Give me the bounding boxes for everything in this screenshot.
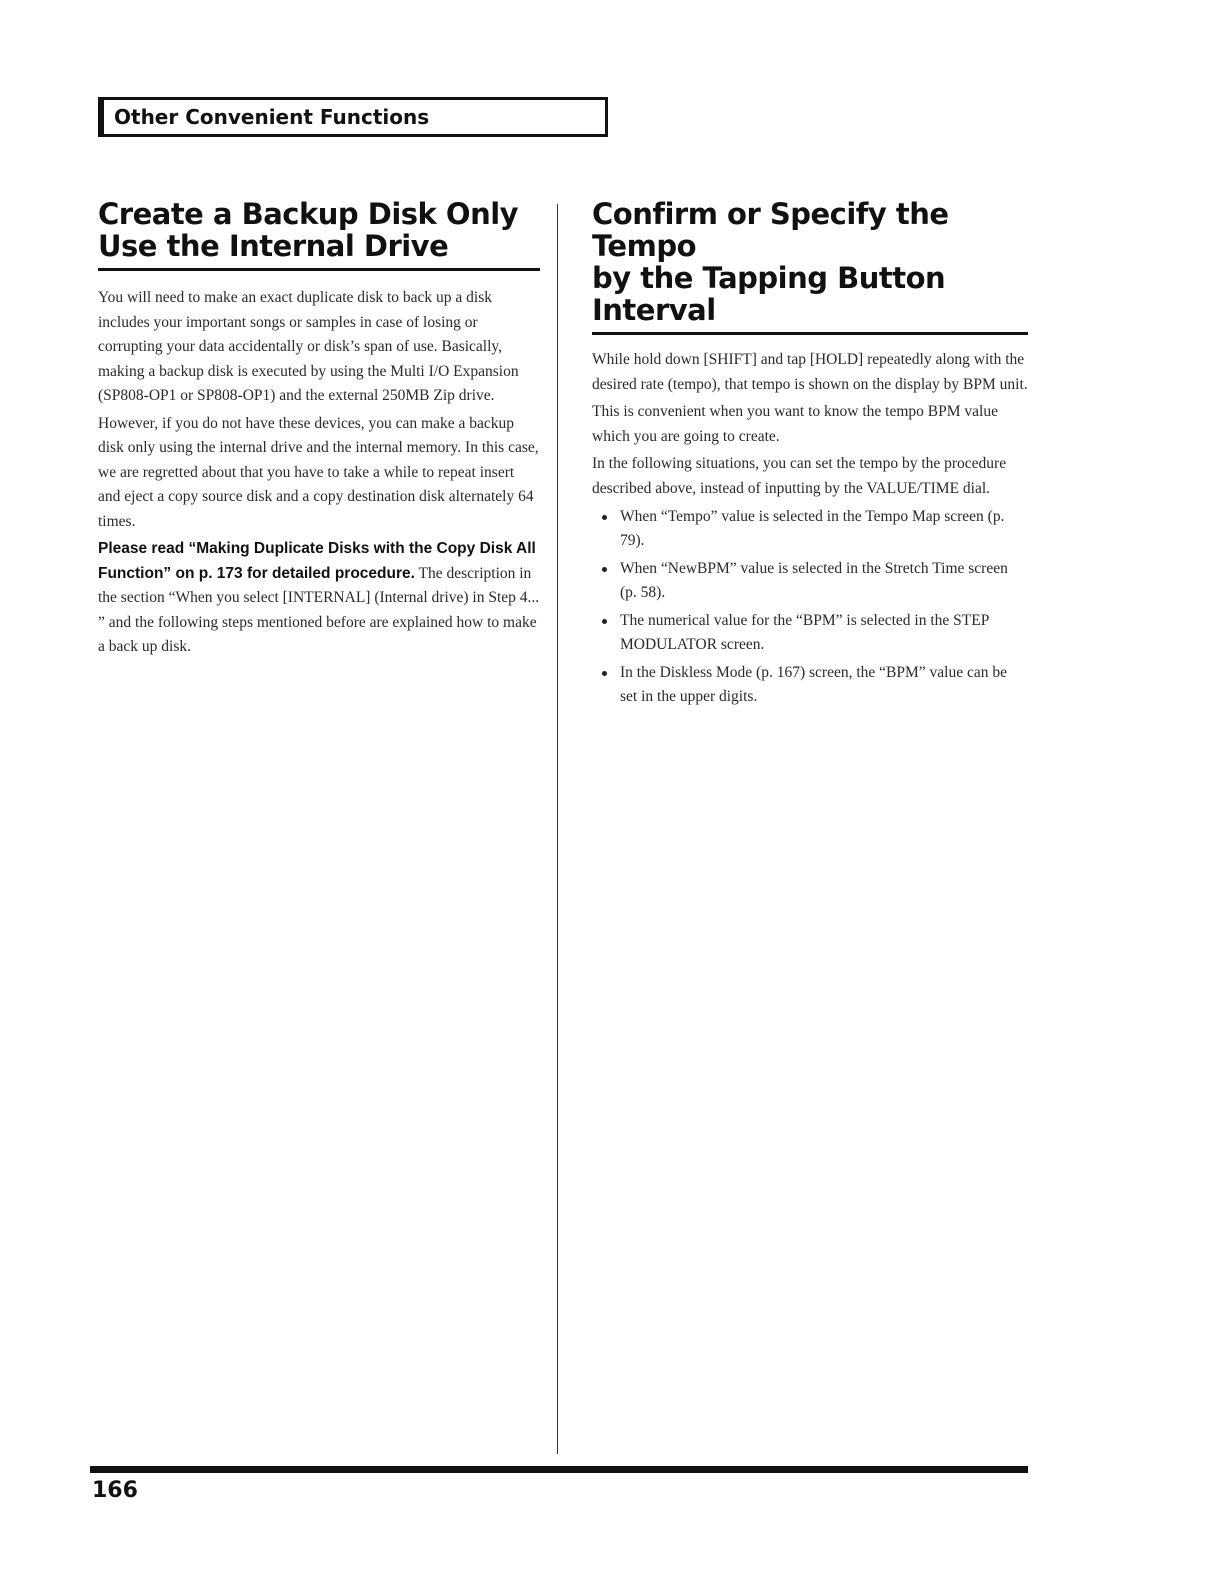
list-item <box>592 557 1028 605</box>
list-item-text: When “NewBPM” value is selected in the Stretch Time screen (p. 58). <box>620 560 1008 601</box>
left-paragraph-2: However, if you do not have these devices, you can make a backup disk only using the internal drive and the internal memory. In this case, we are regretted about that you have to take a while to repeat insert and eject a copy source disk and a copy destination disk alternately 64 times. <box>98 414 539 530</box>
section-title: Other Convenient Functions <box>114 105 430 129</box>
footer-rule <box>90 1466 1028 1473</box>
right-paragraph-2: This is convenient when you want to know the tempo BPM value which you are going to create. <box>592 403 998 445</box>
cross-reference: Please read “Making Duplicate Disks with the Copy Disk All Function” on p. 173 for detailed procedure. <box>98 540 536 582</box>
left-heading-line2: Use the Internal Drive <box>98 229 449 263</box>
left-paragraph-3 <box>98 537 540 660</box>
bullet-list <box>592 505 1028 709</box>
list-item-text: In the Diskless Mode (p. 167) screen, the “BPM” value can be set in the upper digits. <box>620 664 1007 705</box>
left-paragraph-3-rest: The description in the section “When you select [INTERNAL] (Internal drive) in Step 4... ” and the following steps mentioned before are explained how to make a back up disk. <box>98 564 540 655</box>
section-header <box>98 97 608 137</box>
column-divider <box>557 204 558 1454</box>
bullet-dot-icon <box>602 515 607 520</box>
right-paragraph-1: While hold down [SHIFT] and tap [HOLD] repeatedly along with the desired rate (tempo), that tempo is shown on the display by BPM unit. <box>592 351 1028 393</box>
left-heading-line1: Create a Backup Disk Only <box>98 197 519 231</box>
right-heading-line2: by the Tapping Button Interval <box>592 261 946 327</box>
right-paragraph-3: In the following situations, you can set the tempo by the procedure described above, instead of inputting by the VALUE/TIME dial. <box>592 455 1007 497</box>
list-item <box>592 609 1028 657</box>
bullet-dot-icon <box>602 619 607 624</box>
right-heading-line1: Confirm or Specify the Tempo <box>592 197 949 263</box>
list-item <box>592 505 1028 553</box>
page-number: 166 <box>92 1478 138 1503</box>
list-item-text: When “Tempo” value is selected in the Tempo Map screen (p. 79). <box>620 508 1005 549</box>
right-column <box>592 198 1028 713</box>
bullet-dot-icon <box>602 567 607 572</box>
list-item-text: The numerical value for the “BPM” is selected in the STEP MODULATOR screen. <box>620 612 989 653</box>
left-heading <box>98 198 540 271</box>
left-column <box>98 198 540 660</box>
list-item <box>592 661 1028 709</box>
right-heading <box>592 198 1028 335</box>
bullet-dot-icon <box>602 671 607 676</box>
left-paragraph-1: You will need to make an exact duplicate disk to back up a disk includes your important songs or samples in case of losing or corrupting your data accidentally or disk’s span of use. Basically, making a backup disk is executed by using the Multi I/O Expansion (SP808-OP1 or SP808-OP1) and the external 250MB Zip drive. <box>98 289 519 404</box>
